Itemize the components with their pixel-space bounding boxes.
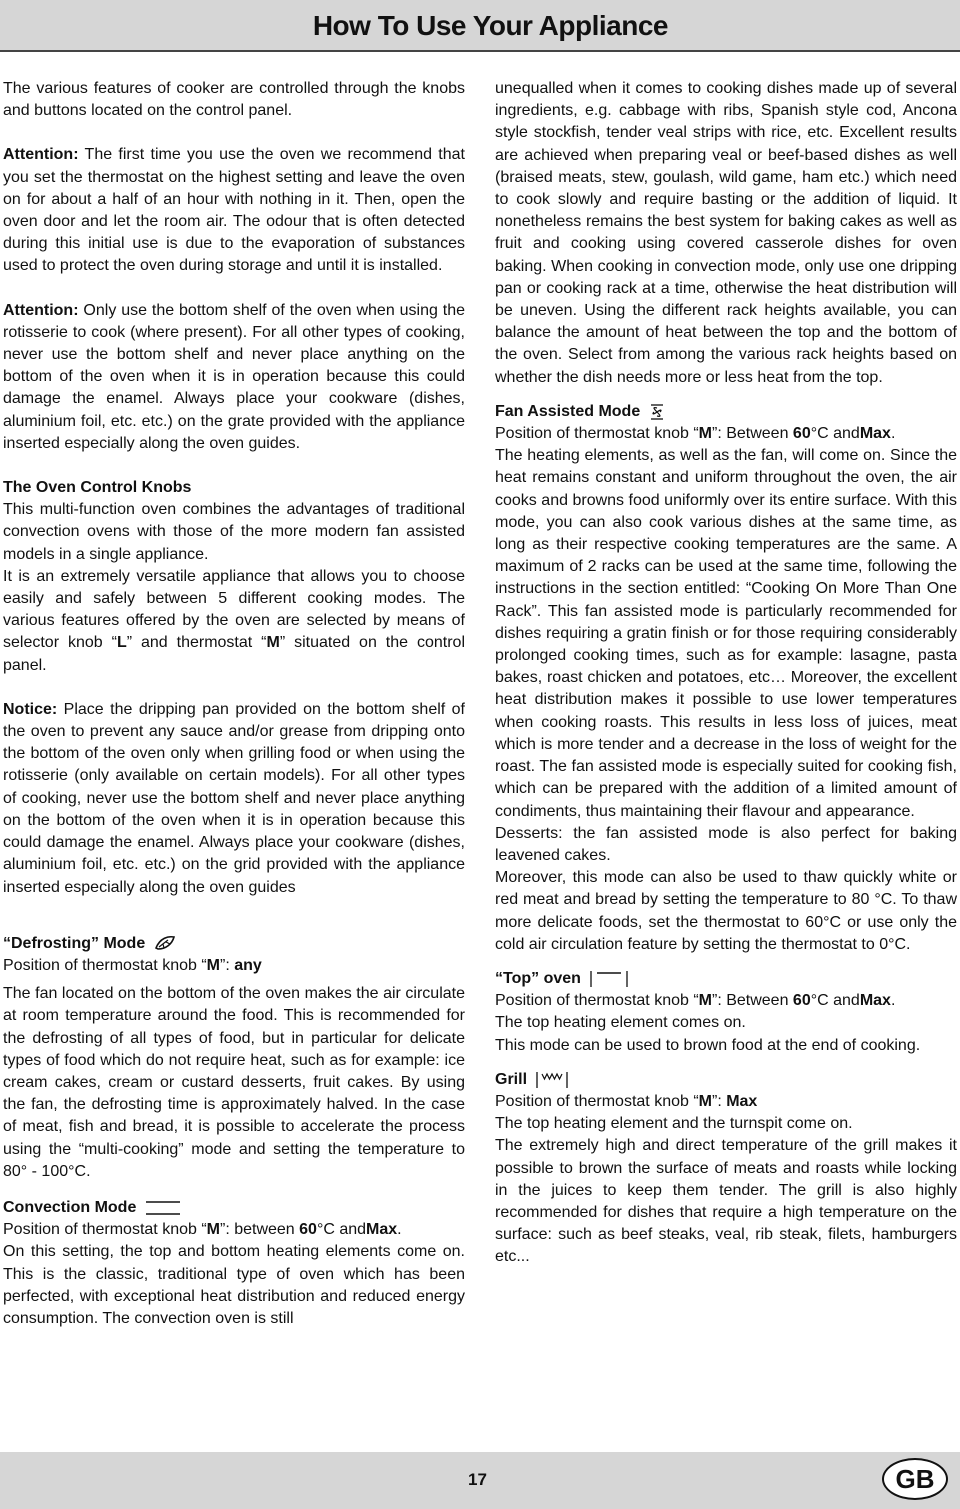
header-rule	[0, 50, 960, 52]
notice-text: Place the dripping pan provided on the bottom shelf of the oven to prevent any sauce and/or grease from dripping onto the bottom of the oven only when grilling food or when using the rotisserie (only available on certain models). For all other types of cooking, never use the bottom shelf and never place anything on the bottom of the oven when it is in operation because this could damage the enamel. Always place your cookware (dishes, aluminium foil, etc. etc.) on the grid provided with the appliance inserted especially along the oven guides	[3, 700, 465, 896]
top-oven-position: Position of thermostat knob “M”: Between 60°C andMax.	[495, 992, 896, 1010]
attention-label: Attention:	[3, 146, 79, 164]
top-oven-icon	[589, 970, 629, 988]
section-heading-defrosting: “Defrosting” Mode	[3, 933, 465, 955]
defrosting-icon	[154, 934, 176, 952]
section-heading-control-knobs: The Oven Control Knobs	[3, 479, 192, 497]
fan-assisted-desserts: Desserts: the fan assisted mode is also perfect for baking leavened cakes.	[495, 824, 957, 864]
left-column	[3, 78, 465, 1330]
fan-assisted-position: Position of thermostat knob “M”: Between 60°C andMax.	[495, 425, 896, 443]
right-column	[495, 78, 957, 1269]
page-number: 17	[468, 1470, 487, 1489]
intro-paragraph: The various features of cooker are controlled through the knobs and buttons located on the control panel.	[3, 80, 465, 120]
section-heading-grill: Grill	[495, 1069, 957, 1091]
grill-text-2: The extremely high and direct temperature of the grill makes it possible to brown the surface of meats and roasts while locking in the juices to keep them tender. The grill is also highly recommended for dishes that require a high temperature on the surface: such as beef steaks, veal, rib steak, filets, hamburgers etc...	[495, 1137, 957, 1266]
notice-label: Notice:	[3, 700, 58, 718]
convection-icon	[145, 1200, 181, 1216]
attention-text: The first time you use the oven we recommend that you set the thermostat on the highest setting and leave the oven on for about a half of an hour with nothing in it. Then, open the oven door and let the room air. The odour that is often detected during this initial use is due to the evaporation of substances used to protect the oven during storage and until it is installed.	[3, 146, 465, 275]
grill-icon	[535, 1071, 569, 1089]
defrost-description: The fan located on the bottom of the oven makes the air circulate at room temperature around the food. This is recommended for the defrosting of all types of food, but in particular for delicate types of food which do not require heat, such as for example: ice cream cakes, cream or custard desserts, fruit cakes. By using the fan, the defrosting time is approximately halved. In the case of meat, fish and bread, it is possible to accelerate the process using the “multi-cooking” mode and setting the temperature to 80° - 100°C.	[3, 985, 465, 1180]
attention-text: Only use the bottom shelf of the oven when using the rotisserie to cook (where present). For all other types of cooking, never use the bottom shelf and never place anything on the bottom of the oven when it is in operation because this could damage the enamel. Always place your cookware (dishes, aluminium foil, etc. etc.) on the grate provided with the appliance inserted especially along the oven guides.	[3, 301, 465, 452]
knobs-paragraph-2: It is an extremely versatile appliance that allows you to choose easily and safely between 5 different cooking modes. The various features offered by the oven are selected by means of selector knob “L” and thermostat “M” situated on the control panel.	[3, 567, 466, 674]
knobs-paragraph-1: This multi-function oven combines the advantages of traditional convection ovens with those of the more modern fan assisted models in a single appliance.	[3, 501, 465, 563]
notice-paragraph	[3, 699, 465, 899]
country-badge: GB	[882, 1458, 948, 1500]
defrost-position: Position of thermostat knob “M”: any	[3, 956, 262, 974]
section-heading-convection: Convection Mode	[3, 1197, 465, 1219]
convection-description-continued: unequalled when it comes to cooking dishes made up of several ingredients, e.g. cabbage with ribs, Spanish style cod, Ancona style stockfish, tender veal strips with rice, etc. Excellent results are achieved when preparing veal or beef-based dishes as well (braised meats, stew, goulash, wild game, ham etc.) which need to cook slowly and require basting or the addition of liquid. It nonetheless remains the best system for baking cakes as well as fruit and cooking using covered casserole dishes for oven baking. When cooking in convection mode, only use one dripping pan or cooking rack at a time, otherwise the heat distribution will be uneven. Using the different rack heights available, you can balance the amount of heat between the top and the bottom of the oven. Select from among the various rack heights based on whether the dish needs more or less heat from the top.	[495, 80, 957, 386]
page-header	[0, 0, 960, 52]
convection-position: Position of thermostat knob “M”: between 60°C andMax.	[3, 1221, 402, 1239]
attention-paragraph-2	[3, 300, 465, 455]
page-title: How To Use Your Appliance	[312, 10, 668, 41]
page-footer	[0, 1452, 960, 1509]
section-heading-top-oven: “Top” oven	[495, 968, 957, 990]
attention-label: Attention:	[3, 301, 79, 319]
fan-assisted-thaw: Moreover, this mode can also be used to thaw quickly white or red meat and bread by setting the temperature to 80 °C. To thaw more delicate foods, set the thermostat to 60°C or use only the cold air circulation feature by setting the thermostat to 0°C.	[495, 869, 957, 953]
fan-assisted-icon	[649, 403, 665, 421]
convection-description: On this setting, the top and bottom heating elements come on. This is the classic, traditional type of oven which has been perfected, with exceptional heat distribution and reduced energy consumption. The convection oven is still	[3, 1243, 465, 1327]
grill-text-1: The top heating element and the turnspit come on.	[495, 1115, 853, 1133]
top-oven-text-1: The top heating element comes on.	[495, 1014, 746, 1032]
section-heading-fan-assisted: Fan Assisted Mode	[495, 401, 957, 423]
fan-assisted-description: The heating elements, as well as the fan, will come on. Since the heat remains constant and uniform throughout the oven, the air cooks and browns food uniformly over its entire surface. With this mode, you can also cook various dishes at the same time, as long as their respective cooking temperatures are the same. A maximum of 2 racks can be used at the same time, following the instructions in the section entitled: “Cooking On More Than One Rack”. This fan assisted mode is particularly recommended for dishes requiring a gratin finish or for those requiring considerably prolonged cooking times, such as for example: lasagne, pasta bakes, roast chicken and potatoes, etc… Moreover, the excellent heat distribution makes it possible to use lower temperatures when cooking roasts. This results in less loss of juices, meat which is more tender and a decrease in the loss of weight for the roast. The fan assisted mode is especially suited for cooking fish, which can be prepared with the addition of a limited amount of condiments, thus maintaining their flavour and appearance.	[495, 447, 957, 820]
attention-paragraph-1	[3, 144, 465, 277]
grill-position: Position of thermostat knob “M”: Max	[495, 1092, 758, 1110]
top-oven-text-2: This mode can be used to brown food at the end of cooking.	[495, 1036, 921, 1054]
